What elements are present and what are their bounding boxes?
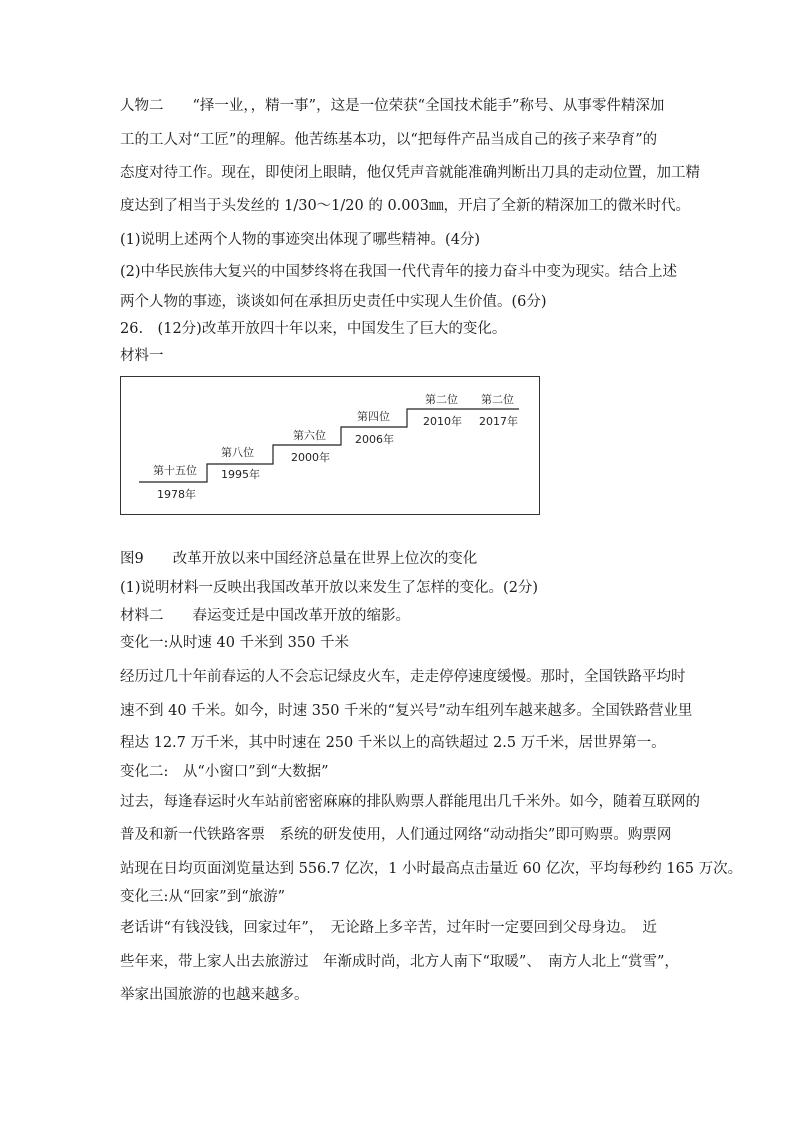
- text-line: 工的工人对“工匠”的理解。他苦练基本功，以“把每件产品当成自己的孩子来孕育”的: [120, 132, 658, 148]
- change-three-heading: 变化三:从“回家”到“旅游”: [120, 889, 286, 905]
- text-line: 些年来，带上家人出去旅游过 年渐成时尚，北方人南下“取暖”、 南方人北上“赏雪”，: [120, 954, 679, 970]
- text-line: 老话讲“有钱没钱，回家过年”， 无论路上多辛苦，过年时一定要回到父母身边。 近: [120, 920, 657, 936]
- year-label: 1978年: [157, 488, 196, 501]
- text-line: 程达 12.7 万千米，其中时速在 250 千米以上的高铁超过 2.5 万千米，居世界第一。: [120, 735, 666, 751]
- year-label: 2000年: [291, 451, 330, 464]
- text-line: 举家出国旅游的也越来越多。: [120, 987, 309, 1003]
- question-26: 26. (12分)改革开放四十年以来，中国发生了巨大的变化。: [120, 321, 507, 337]
- year-label: 2006年: [355, 433, 394, 446]
- change-two-heading: 变化二: 从“小窗口”到“大数据”: [120, 764, 329, 780]
- rank-label: 第四位: [357, 410, 390, 423]
- text-line: 过去，每逢春运时火车站前密密麻麻的排队购票人群能甩出几千米外。如今，随着互联网的: [120, 794, 700, 810]
- question-material-one: (1)说明材料一反映出我国改革开放以来发生了怎样的变化。(2分): [120, 580, 539, 596]
- rank-step-chart: [121, 377, 541, 516]
- material-one-label: 材料一: [120, 348, 164, 364]
- text-line: 度达到了相当于头发丝的 1/30～1/20 的 0.003㎜，开启了全新的精深加工的微米时代。: [120, 198, 690, 214]
- text-line: 普及和新一代铁路客票 系统的研发使用，人们通过网络“动动指尖”即可购票。购票网: [120, 827, 672, 843]
- year-label: 2017年: [479, 415, 518, 428]
- text-line: 经历过几十年前春运的人不会忘记绿皮火车，走走停停速度缓慢。那时，全国铁路平均时: [120, 669, 686, 685]
- rank-step-figure: [120, 376, 540, 515]
- rank-label: 第二位: [425, 393, 458, 406]
- question-1: (1)说明上述两个人物的事迹突出体现了哪些精神。(4分): [120, 232, 481, 248]
- material-two-label: 材料二 春运变迁是中国改革开放的缩影。: [120, 608, 410, 624]
- text-line: 两个人物的事迹，谈谈如何在承担历史责任中实现人生价值。(6分): [120, 294, 547, 310]
- rank-label: 第六位: [293, 429, 326, 442]
- text-line: 速不到 40 千米。如今，时速 350 千米的“复兴号”动车组列车越来越多。全国铁路营业里: [120, 703, 693, 719]
- text-line: 态度对待工作。现在，即使闭上眼睛，他仅凭声音就能准确判断出刀具的走动位置，加工精: [120, 165, 700, 181]
- text-line: 人物二 “择一业，，精一事”，这是一位荣获“全国技术能手”称号、从事零件精深加: [120, 98, 665, 114]
- year-label: 1995年: [221, 468, 260, 481]
- rank-label: 第八位: [221, 446, 254, 459]
- rank-label: 第十五位: [153, 464, 197, 477]
- rank-label: 第二位: [481, 393, 514, 406]
- year-label: 2010年: [423, 415, 462, 428]
- figure-caption: 图9 改革开放以来中国经济总量在世界上位次的变化: [120, 551, 478, 567]
- change-one-heading: 变化一:从时速 40 千米到 350 千米: [120, 635, 349, 651]
- text-line: 站现在日均页面浏览量达到 556.7 亿次，1 小时最高点击量近 60 亿次，平均每秒约 165 万次。: [120, 861, 743, 877]
- question-2: (2)中华民族伟大复兴的中国梦终将在我国一代代青年的接力奋斗中变为现实。结合上述: [120, 264, 678, 280]
